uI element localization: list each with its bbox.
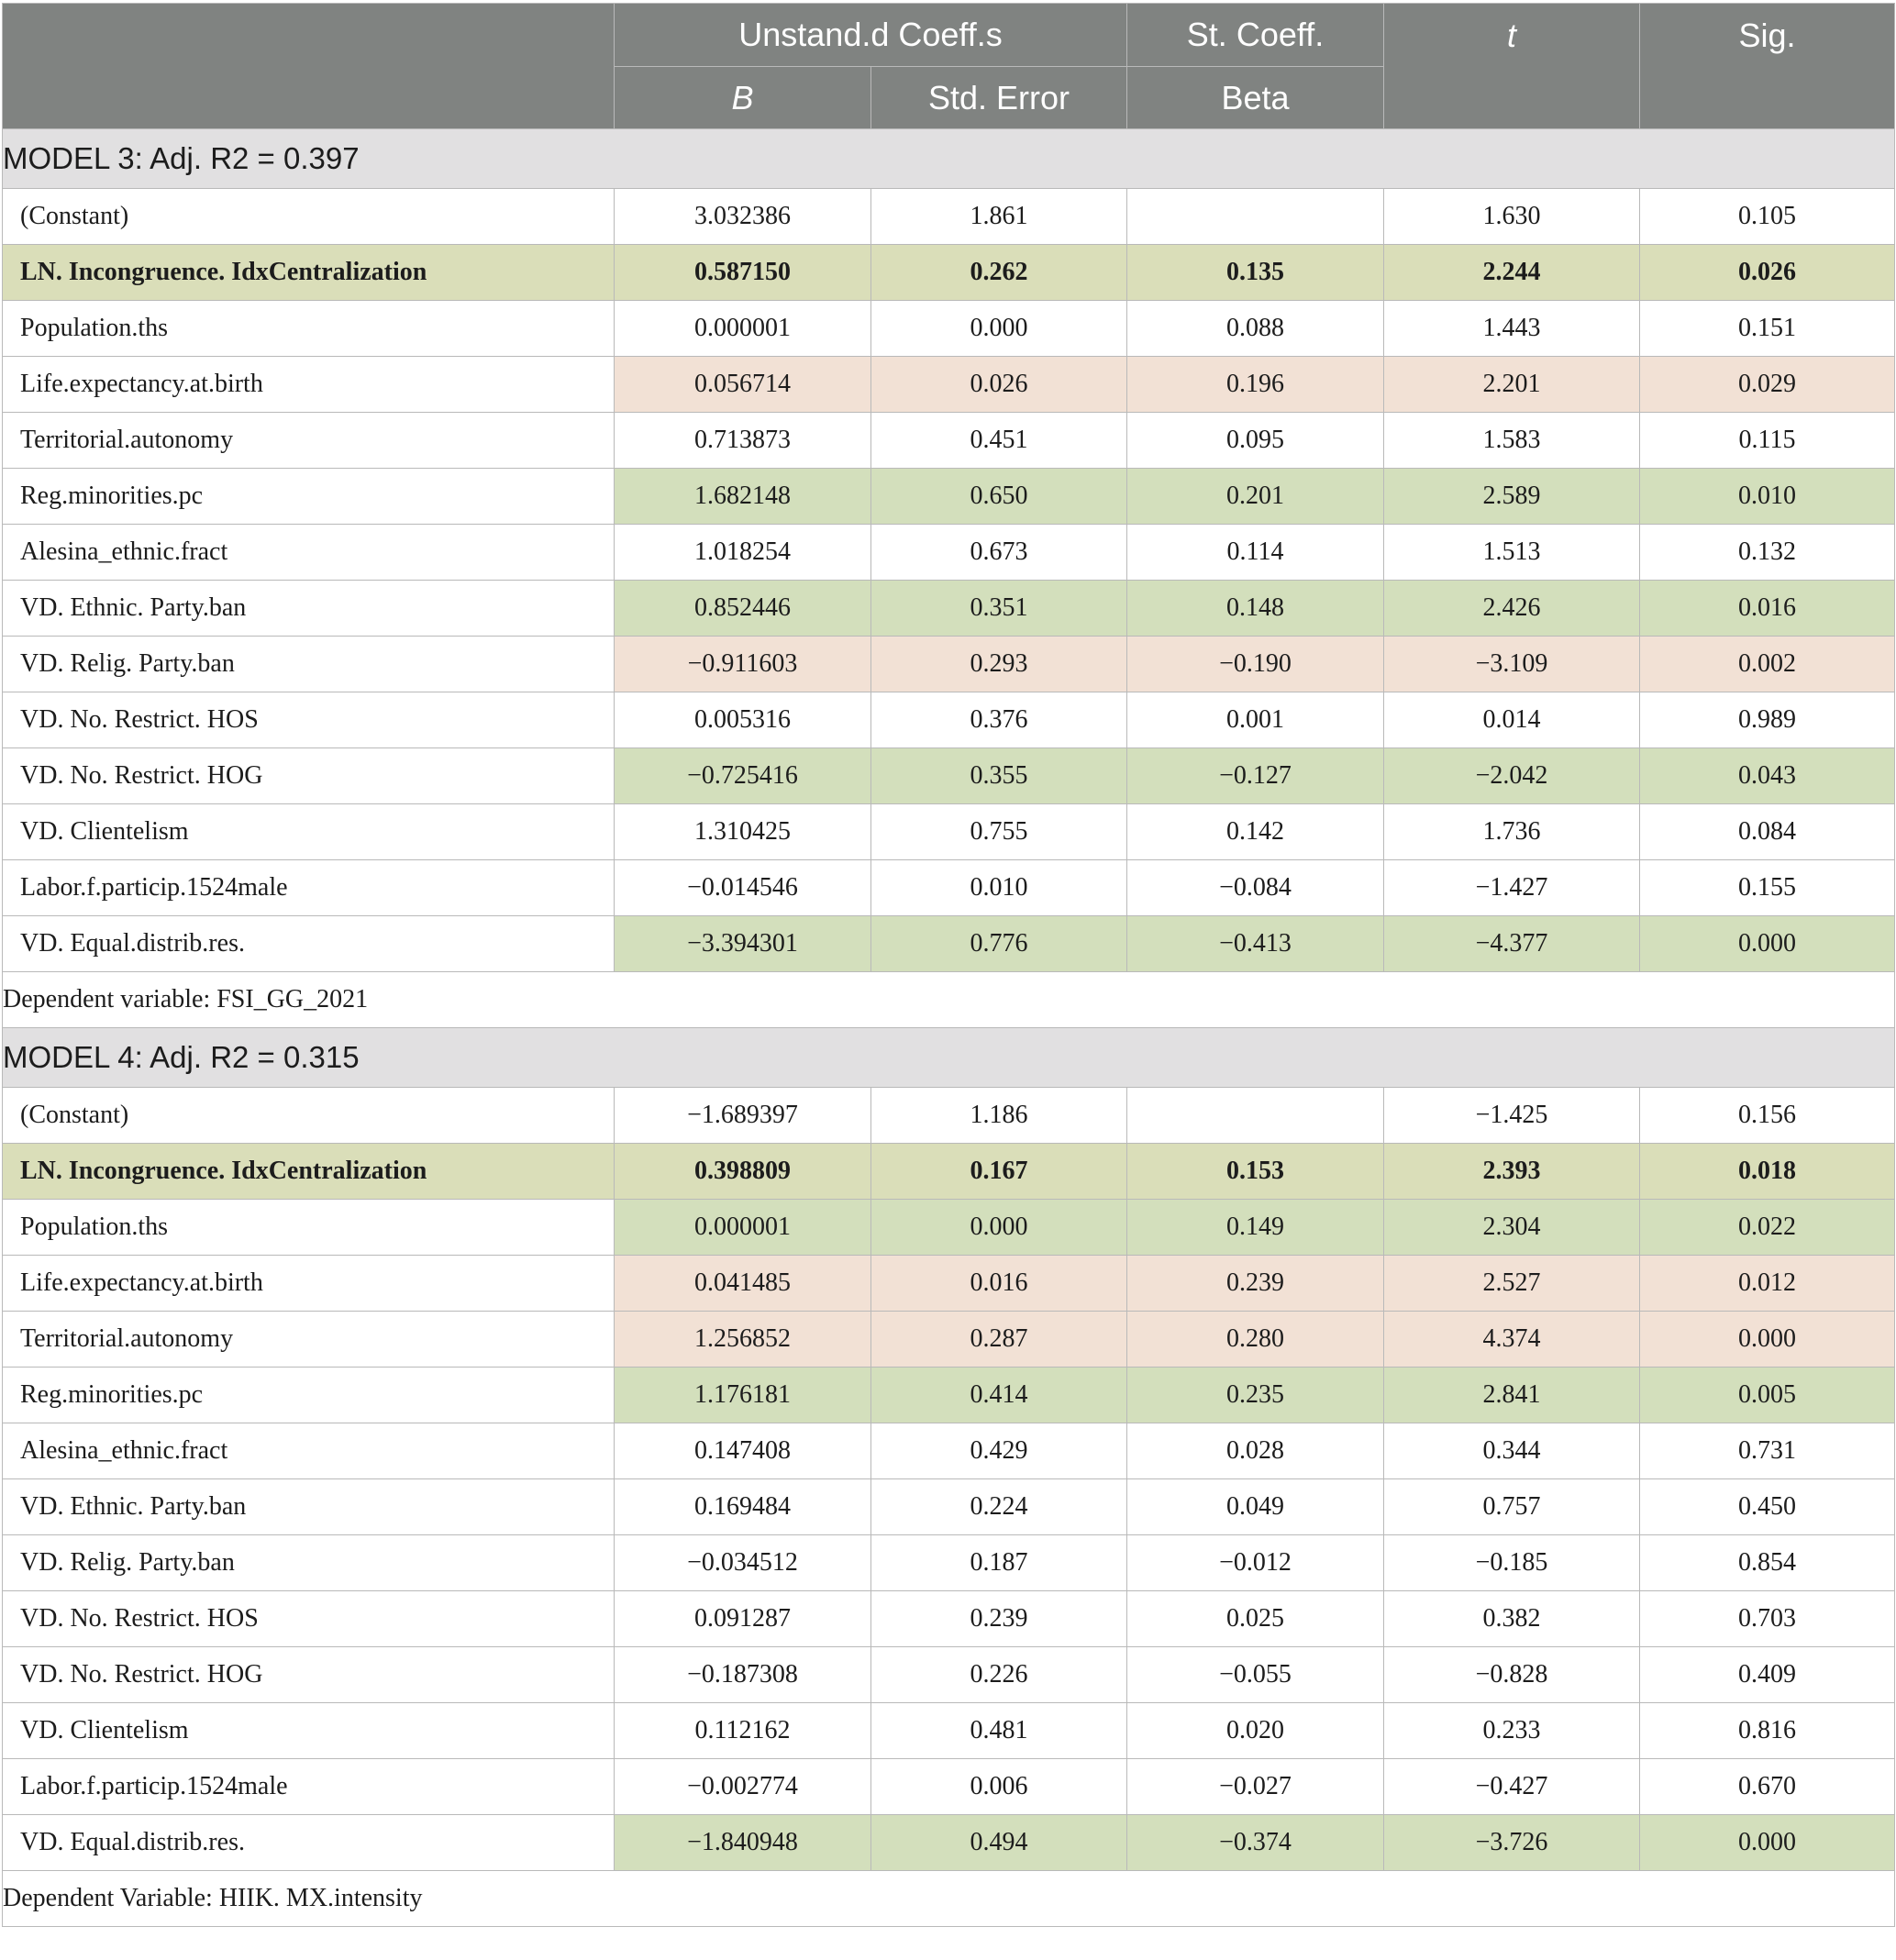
variable-cell: VD. Ethnic. Party.ban: [3, 1479, 615, 1535]
sig-cell: 0.409: [1640, 1647, 1895, 1703]
beta-cell: 0.201: [1127, 469, 1384, 525]
header-t: t: [1384, 4, 1640, 129]
beta-cell: 0.148: [1127, 581, 1384, 637]
table-row: [3, 525, 1895, 581]
model-title-row: [3, 129, 1895, 189]
sig-cell: 0.043: [1640, 748, 1895, 804]
variable-cell: LN. Incongruence. IdxCentralization: [3, 1144, 615, 1200]
std-error-cell: 0.026: [871, 357, 1127, 413]
t-cell: −3.726: [1384, 1815, 1640, 1871]
dependent-variable-row: [3, 1871, 1895, 1927]
beta-cell: 0.196: [1127, 357, 1384, 413]
std-error-cell: 0.287: [871, 1312, 1127, 1368]
variable-cell: (Constant): [3, 1088, 615, 1144]
beta-cell: 0.025: [1127, 1591, 1384, 1647]
variable-cell: VD. Clientelism: [3, 804, 615, 860]
table-row: [3, 692, 1895, 748]
std-error-cell: 1.861: [871, 189, 1127, 245]
beta-cell: 0.142: [1127, 804, 1384, 860]
sig-cell: 0.012: [1640, 1256, 1895, 1312]
b-cell: 0.398809: [615, 1144, 871, 1200]
variable-cell: Territorial.autonomy: [3, 1312, 615, 1368]
t-cell: 2.201: [1384, 357, 1640, 413]
b-cell: 3.032386: [615, 189, 871, 245]
sig-cell: 0.155: [1640, 860, 1895, 916]
std-error-cell: 0.355: [871, 748, 1127, 804]
model-title: MODEL 4: Adj. R2 = 0.315: [3, 1028, 1895, 1088]
b-cell: 1.018254: [615, 525, 871, 581]
table-row: [3, 916, 1895, 972]
beta-cell: [1127, 1088, 1384, 1144]
variable-cell: Life.expectancy.at.birth: [3, 357, 615, 413]
beta-cell: −0.374: [1127, 1815, 1384, 1871]
beta-cell: 0.235: [1127, 1368, 1384, 1423]
t-cell: 1.736: [1384, 804, 1640, 860]
sig-cell: 0.731: [1640, 1423, 1895, 1479]
table-row: [3, 1423, 1895, 1479]
t-cell: −0.427: [1384, 1759, 1640, 1815]
beta-cell: −0.012: [1127, 1535, 1384, 1591]
table-row: [3, 1703, 1895, 1759]
t-cell: −0.828: [1384, 1647, 1640, 1703]
sig-cell: 0.132: [1640, 525, 1895, 581]
beta-cell: 0.135: [1127, 245, 1384, 301]
std-error-cell: 0.451: [871, 413, 1127, 469]
dependent-variable-note: Dependent Variable: HIIK. MX.intensity: [3, 1871, 1895, 1927]
beta-cell: −0.190: [1127, 637, 1384, 692]
beta-cell: −0.084: [1127, 860, 1384, 916]
t-cell: 1.443: [1384, 301, 1640, 357]
b-cell: −0.187308: [615, 1647, 871, 1703]
table-row: [3, 1312, 1895, 1368]
header-sig: Sig.: [1640, 4, 1895, 129]
b-cell: −0.725416: [615, 748, 871, 804]
table-row: [3, 357, 1895, 413]
table-row: [3, 1368, 1895, 1423]
sig-cell: 0.084: [1640, 804, 1895, 860]
variable-cell: Alesina_ethnic.fract: [3, 1423, 615, 1479]
variable-cell: VD. Clientelism: [3, 1703, 615, 1759]
std-error-cell: 1.186: [871, 1088, 1127, 1144]
sig-cell: 0.018: [1640, 1144, 1895, 1200]
std-error-cell: 0.376: [871, 692, 1127, 748]
variable-cell: VD. Equal.distrib.res.: [3, 1815, 615, 1871]
sig-cell: 0.002: [1640, 637, 1895, 692]
b-cell: 0.852446: [615, 581, 871, 637]
sig-cell: 0.115: [1640, 413, 1895, 469]
variable-cell: Population.ths: [3, 301, 615, 357]
beta-cell: 0.239: [1127, 1256, 1384, 1312]
variable-cell: VD. Equal.distrib.res.: [3, 916, 615, 972]
std-error-cell: 0.755: [871, 804, 1127, 860]
b-cell: −0.034512: [615, 1535, 871, 1591]
b-cell: −0.911603: [615, 637, 871, 692]
beta-cell: −0.055: [1127, 1647, 1384, 1703]
beta-cell: 0.088: [1127, 301, 1384, 357]
std-error-cell: 0.224: [871, 1479, 1127, 1535]
table-row: [3, 189, 1895, 245]
variable-cell: VD. No. Restrict. HOS: [3, 692, 615, 748]
table-row: [3, 860, 1895, 916]
t-cell: −1.425: [1384, 1088, 1640, 1144]
variable-cell: VD. Ethnic. Party.ban: [3, 581, 615, 637]
beta-cell: 0.153: [1127, 1144, 1384, 1200]
std-error-cell: 0.016: [871, 1256, 1127, 1312]
std-error-cell: 0.293: [871, 637, 1127, 692]
std-error-cell: 0.673: [871, 525, 1127, 581]
beta-cell: 0.095: [1127, 413, 1384, 469]
t-cell: 1.513: [1384, 525, 1640, 581]
std-error-cell: 0.239: [871, 1591, 1127, 1647]
variable-cell: VD. No. Restrict. HOS: [3, 1591, 615, 1647]
b-cell: 1.310425: [615, 804, 871, 860]
variable-cell: Alesina_ethnic.fract: [3, 525, 615, 581]
sig-cell: 0.000: [1640, 1815, 1895, 1871]
variable-cell: Territorial.autonomy: [3, 413, 615, 469]
b-cell: −1.840948: [615, 1815, 871, 1871]
std-error-cell: 0.006: [871, 1759, 1127, 1815]
sig-cell: 0.854: [1640, 1535, 1895, 1591]
t-cell: 2.426: [1384, 581, 1640, 637]
std-error-cell: 0.650: [871, 469, 1127, 525]
table-row: [3, 1479, 1895, 1535]
variable-cell: VD. Relig. Party.ban: [3, 637, 615, 692]
variable-cell: Labor.f.particip.1524male: [3, 1759, 615, 1815]
sig-cell: 0.022: [1640, 1200, 1895, 1256]
sig-cell: 0.989: [1640, 692, 1895, 748]
b-cell: 1.256852: [615, 1312, 871, 1368]
sig-cell: 0.029: [1640, 357, 1895, 413]
header-beta: Beta: [1127, 67, 1384, 129]
std-error-cell: 0.000: [871, 1200, 1127, 1256]
std-error-cell: 0.414: [871, 1368, 1127, 1423]
table-row: [3, 1256, 1895, 1312]
t-cell: 2.841: [1384, 1368, 1640, 1423]
b-cell: −0.002774: [615, 1759, 871, 1815]
beta-cell: [1127, 189, 1384, 245]
table-row: [3, 245, 1895, 301]
sig-cell: 0.026: [1640, 245, 1895, 301]
std-error-cell: 0.776: [871, 916, 1127, 972]
std-error-cell: 0.494: [871, 1815, 1127, 1871]
sig-cell: 0.005: [1640, 1368, 1895, 1423]
b-cell: 1.682148: [615, 469, 871, 525]
table-row: [3, 1144, 1895, 1200]
table-row: [3, 1088, 1895, 1144]
dependent-variable-row: [3, 972, 1895, 1028]
model-title-row: [3, 1028, 1895, 1088]
table-row: [3, 637, 1895, 692]
dependent-variable-note: Dependent variable: FSI_GG_2021: [3, 972, 1895, 1028]
sig-cell: 0.016: [1640, 581, 1895, 637]
regression-table: [2, 3, 1895, 1927]
t-cell: −3.109: [1384, 637, 1640, 692]
beta-cell: 0.028: [1127, 1423, 1384, 1479]
sig-cell: 0.156: [1640, 1088, 1895, 1144]
beta-cell: 0.280: [1127, 1312, 1384, 1368]
beta-cell: 0.020: [1127, 1703, 1384, 1759]
std-error-cell: 0.010: [871, 860, 1127, 916]
b-cell: −0.014546: [615, 860, 871, 916]
t-cell: −4.377: [1384, 916, 1640, 972]
header-std-error: Std. Error: [871, 67, 1127, 129]
t-cell: 1.630: [1384, 189, 1640, 245]
b-cell: −1.689397: [615, 1088, 871, 1144]
sig-cell: 0.670: [1640, 1759, 1895, 1815]
t-cell: 4.374: [1384, 1312, 1640, 1368]
table-header: [3, 4, 1895, 129]
b-cell: 1.176181: [615, 1368, 871, 1423]
header-unstandardized: Unstand.d Coeff.s: [615, 4, 1127, 67]
table-row: [3, 1200, 1895, 1256]
t-cell: 0.344: [1384, 1423, 1640, 1479]
b-cell: 0.112162: [615, 1703, 871, 1759]
header-variable-cell: [3, 4, 615, 129]
std-error-cell: 0.262: [871, 245, 1127, 301]
table-row: [3, 1591, 1895, 1647]
t-cell: 2.393: [1384, 1144, 1640, 1200]
std-error-cell: 0.226: [871, 1647, 1127, 1703]
t-cell: 0.014: [1384, 692, 1640, 748]
sig-cell: 0.151: [1640, 301, 1895, 357]
beta-cell: 0.149: [1127, 1200, 1384, 1256]
t-cell: 0.757: [1384, 1479, 1640, 1535]
std-error-cell: 0.187: [871, 1535, 1127, 1591]
b-cell: 0.713873: [615, 413, 871, 469]
table-row: [3, 1815, 1895, 1871]
t-cell: −1.427: [1384, 860, 1640, 916]
beta-cell: −0.027: [1127, 1759, 1384, 1815]
t-cell: 1.583: [1384, 413, 1640, 469]
t-cell: 2.304: [1384, 1200, 1640, 1256]
table-row: [3, 581, 1895, 637]
variable-cell: VD. Relig. Party.ban: [3, 1535, 615, 1591]
std-error-cell: 0.429: [871, 1423, 1127, 1479]
header-st-coeff: St. Coeff.: [1127, 4, 1384, 67]
std-error-cell: 0.481: [871, 1703, 1127, 1759]
t-cell: −2.042: [1384, 748, 1640, 804]
table-row: [3, 301, 1895, 357]
variable-cell: Labor.f.particip.1524male: [3, 860, 615, 916]
variable-cell: Reg.minorities.pc: [3, 469, 615, 525]
variable-cell: VD. No. Restrict. HOG: [3, 748, 615, 804]
variable-cell: VD. No. Restrict. HOG: [3, 1647, 615, 1703]
b-cell: 0.000001: [615, 1200, 871, 1256]
model-title: MODEL 3: Adj. R2 = 0.397: [3, 129, 1895, 189]
beta-cell: 0.001: [1127, 692, 1384, 748]
sig-cell: 0.450: [1640, 1479, 1895, 1535]
t-cell: 2.527: [1384, 1256, 1640, 1312]
t-cell: 0.233: [1384, 1703, 1640, 1759]
b-cell: 0.147408: [615, 1423, 871, 1479]
beta-cell: −0.413: [1127, 916, 1384, 972]
sig-cell: 0.000: [1640, 916, 1895, 972]
table-row: [3, 748, 1895, 804]
b-cell: 0.056714: [615, 357, 871, 413]
table-row: [3, 413, 1895, 469]
variable-cell: Life.expectancy.at.birth: [3, 1256, 615, 1312]
variable-cell: Reg.minorities.pc: [3, 1368, 615, 1423]
variable-cell: Population.ths: [3, 1200, 615, 1256]
b-cell: 0.000001: [615, 301, 871, 357]
b-cell: 0.587150: [615, 245, 871, 301]
t-cell: −0.185: [1384, 1535, 1640, 1591]
b-cell: 0.091287: [615, 1591, 871, 1647]
header-row-1: [3, 4, 1895, 67]
table-row: [3, 469, 1895, 525]
beta-cell: 0.114: [1127, 525, 1384, 581]
b-cell: 0.041485: [615, 1256, 871, 1312]
b-cell: 0.169484: [615, 1479, 871, 1535]
t-cell: 2.589: [1384, 469, 1640, 525]
table-row: [3, 1535, 1895, 1591]
std-error-cell: 0.351: [871, 581, 1127, 637]
table-row: [3, 1759, 1895, 1815]
table-row: [3, 804, 1895, 860]
beta-cell: 0.049: [1127, 1479, 1384, 1535]
sig-cell: 0.000: [1640, 1312, 1895, 1368]
t-cell: 2.244: [1384, 245, 1640, 301]
beta-cell: −0.127: [1127, 748, 1384, 804]
variable-cell: LN. Incongruence. IdxCentralization: [3, 245, 615, 301]
table-body: [3, 129, 1895, 1927]
sig-cell: 0.816: [1640, 1703, 1895, 1759]
sig-cell: 0.703: [1640, 1591, 1895, 1647]
std-error-cell: 0.000: [871, 301, 1127, 357]
b-cell: −3.394301: [615, 916, 871, 972]
b-cell: 0.005316: [615, 692, 871, 748]
sig-cell: 0.010: [1640, 469, 1895, 525]
header-b: B: [615, 67, 871, 129]
std-error-cell: 0.167: [871, 1144, 1127, 1200]
table-row: [3, 1647, 1895, 1703]
variable-cell: (Constant): [3, 189, 615, 245]
t-cell: 0.382: [1384, 1591, 1640, 1647]
sig-cell: 0.105: [1640, 189, 1895, 245]
